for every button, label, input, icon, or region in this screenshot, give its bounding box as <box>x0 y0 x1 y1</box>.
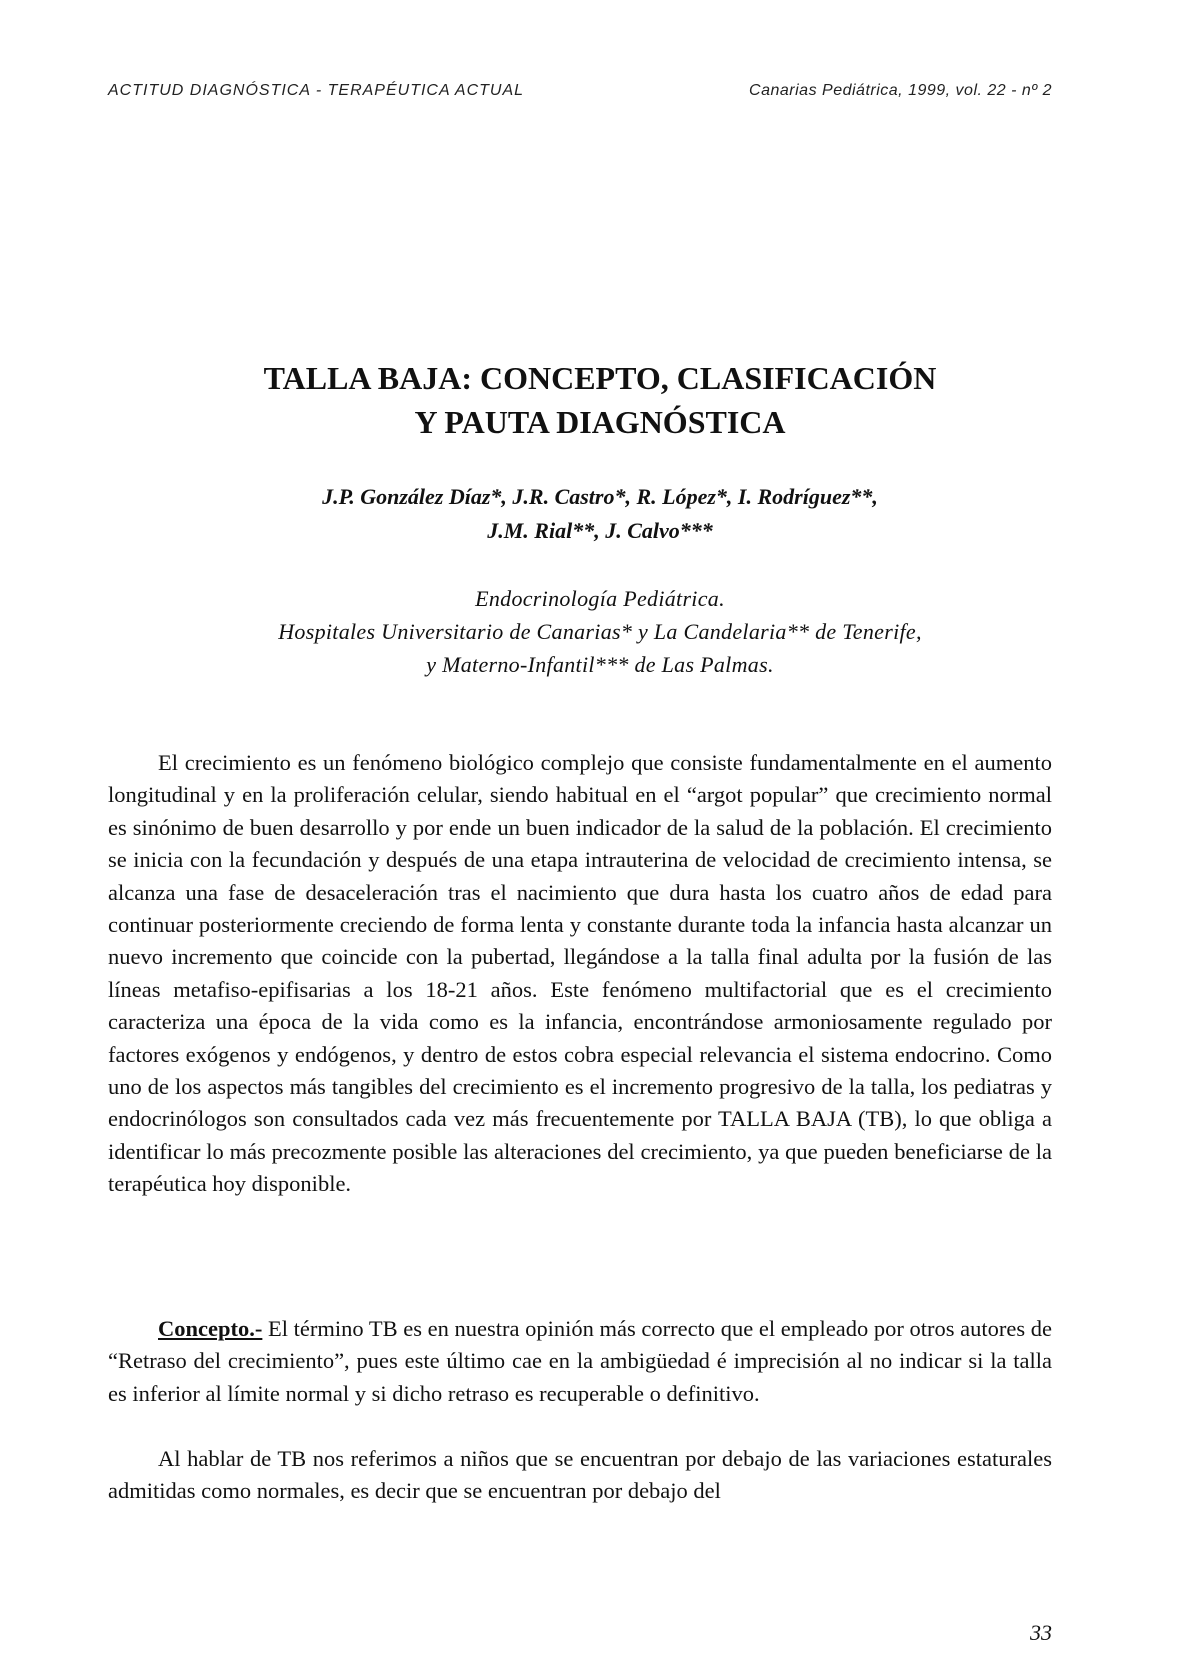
affiliation-line-1: Endocrinología Pediátrica. <box>475 586 725 611</box>
paragraph-introduction: El crecimiento es un fenómeno biológico complejo que consiste fundamentalmente en el aumento longitudinal y en la proliferación celular, siendo habitual en el “argot popular” que crecimiento normal es sinónimo de buen desarrollo y por ende un buen indicador de la salud de la población. El crecimiento se inicia con la fecundación y después de una etapa intrauterina de velocidad de crecimiento intensa, se alcanza una fase de desaceleración tras el nacimiento que dura hasta los cuatro años de edad para continuar posteriormente creciendo de forma lenta y constante durante toda la infancia hasta alcanzar un nuevo incremento que coincide con la pubertad, llegándose a la talla final adulta por la fusión de las líneas metafiso-epifisarias a los 18-21 años. Este fenómeno multifactorial que es el crecimiento caracteriza una época de la vida como es la infancia, encontrándose armoniosamente regulado por factores exógenos y endógenos, y dentro de estos cobra especial relevancia el sistema endocrino. Como uno de los aspectos más tangibles del crecimiento es el incremento progresivo de la talla, los pediatras y endocrinólogos son consultados cada vez más frecuentemente por TALLA BAJA (TB), lo que obliga a identificar lo más precozmente posible las alteraciones del crecimiento, ya que pueden beneficiarse de la terapéutica hoy disponible. <box>108 750 1052 1197</box>
header-journal: Canarias Pediátrica, 1999, vol. 22 - nº 2 <box>749 82 1052 99</box>
affiliation-line-2: Hospitales Universitario de Canarias* y La Candelaria** de Tenerife, <box>278 619 922 644</box>
paragraph-tb-definition: Al hablar de TB nos referimos a niños que se encuentran por debajo de las variaciones estaturales admitidas como normales, es decir que se encuentran por debajo del <box>108 1446 1052 1504</box>
paragraph-concepto <box>108 1313 1052 1410</box>
section-label-concepto: Concepto.- <box>158 1316 263 1341</box>
title-line-2: Y PAUTA DIAGNÓSTICA <box>414 404 786 440</box>
affiliation-line-3: y Materno-Infantil*** de Las Palmas. <box>426 652 774 677</box>
authors <box>100 480 1100 548</box>
header-section: ACTITUD DIAGNÓSTICA - TERAPÉUTICA ACTUAL <box>108 82 525 99</box>
page-number: 33 <box>1030 1620 1052 1645</box>
paragraph-concepto-text: El término TB es en nuestra opinión más correcto que el empleado por otros autores de “Retraso del crecimiento”, pues este último cae en la ambigüedad é imprecisión al no indicar si la talla es inferior al límite normal y si dicho retraso es recuperable o definitivo. <box>108 1316 1052 1406</box>
article-title <box>100 356 1100 444</box>
running-header <box>108 82 1052 106</box>
affiliation <box>100 582 1100 681</box>
title-line-1: TALLA BAJA: CONCEPTO, CLASIFICACIÓN <box>263 360 937 396</box>
authors-line-2: J.M. Rial**, J. Calvo*** <box>487 518 713 543</box>
authors-line-1: J.P. González Díaz*, J.R. Castro*, R. López*, I. Rodríguez**, <box>322 484 878 509</box>
